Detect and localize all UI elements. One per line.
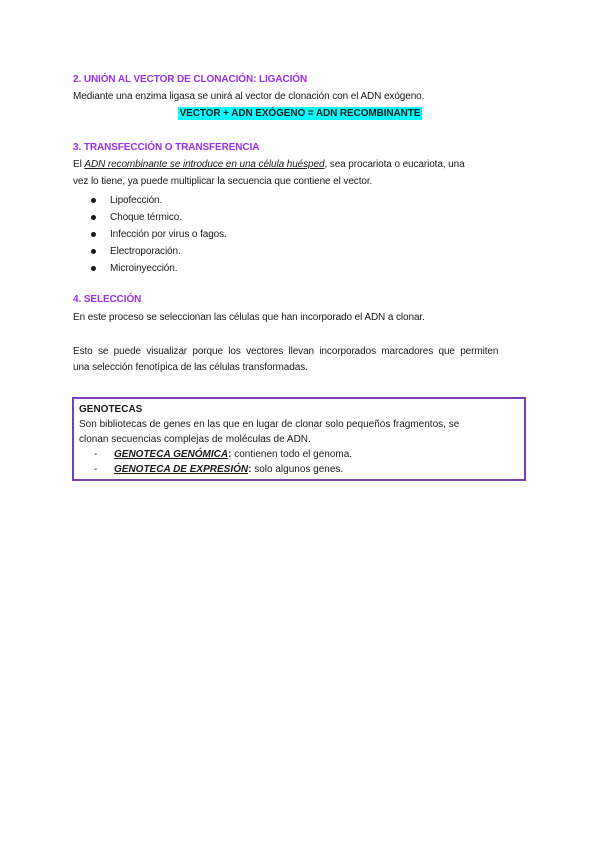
- bullet-icon: [91, 249, 96, 254]
- section-2-text: Mediante una enzima ligasa se unirá al vector de clonación con el ADN exógeno.: [73, 91, 425, 102]
- genoteca-item-expresion: - GENOTECA DE EXPRESIÓN: solo algunos genes.: [94, 464, 344, 475]
- term-genomica: GENOTECA GENÓMICA: [114, 449, 229, 460]
- section-4-heading: 4. SELECCIÓN: [73, 294, 142, 305]
- highlight-row: [0, 107, 600, 120]
- section-3-text-line2: vez lo tiene, ya puede multiplicar la secuencia que contiene el vector.: [73, 176, 373, 187]
- bullet-icon: [91, 198, 96, 203]
- section-3-heading: 3. TRANSFECCIÓN O TRANSFERENCIA: [73, 142, 260, 153]
- bullet-icon: [91, 215, 96, 220]
- section-3-suffix: , sea procariota o eucariota, una: [324, 159, 465, 170]
- genotecas-line2: clonan secuencias complejas de moléculas de ADN.: [79, 434, 311, 445]
- section-3-emphasis: ADN recombinante se introduce en una célula huésped: [84, 159, 325, 170]
- list-item: Infección por virus o fagos.: [90, 226, 227, 243]
- list-item: Microinyección.: [90, 260, 227, 277]
- bullet-icon: [91, 232, 96, 237]
- list-item: Lipofección.: [90, 192, 227, 209]
- section-3-text-line1: [73, 159, 465, 170]
- section-4-text2-line1: Esto se puede visualizar porque los vectores llevan incorporados marcadores que permiten: [73, 346, 499, 357]
- section-4-text: En este proceso se seleccionan las células que han incorporado el ADN a clonar.: [73, 312, 425, 323]
- section-4-text2-line2: una selección fenotípica de las células transformadas.: [73, 362, 308, 373]
- genotecas-line1: Son bibliotecas de genes en las que en lugar de clonar solo pequeños fragmentos, se: [79, 419, 460, 430]
- section-2-heading: 2. UNIÓN AL VECTOR DE CLONACIÓN: LIGACIÓN: [73, 74, 308, 85]
- list-item: Electroporación.: [90, 243, 227, 260]
- methods-list: [90, 192, 227, 277]
- bullet-icon: [91, 266, 96, 271]
- genotecas-title: GENOTECAS: [79, 404, 143, 415]
- genoteca-item-genomica: - GENOTECA GENÓMICA: contienen todo el genoma.: [94, 449, 353, 460]
- recombinant-formula: VECTOR + ADN EXÓGENO = ADN RECOMBINANTE: [179, 108, 421, 119]
- list-item: Choque térmico.: [90, 209, 227, 226]
- genotecas-box: [72, 397, 526, 481]
- section-3-prefix: El: [73, 159, 85, 170]
- term-expresion: GENOTECA DE EXPRESIÓN: [114, 464, 249, 475]
